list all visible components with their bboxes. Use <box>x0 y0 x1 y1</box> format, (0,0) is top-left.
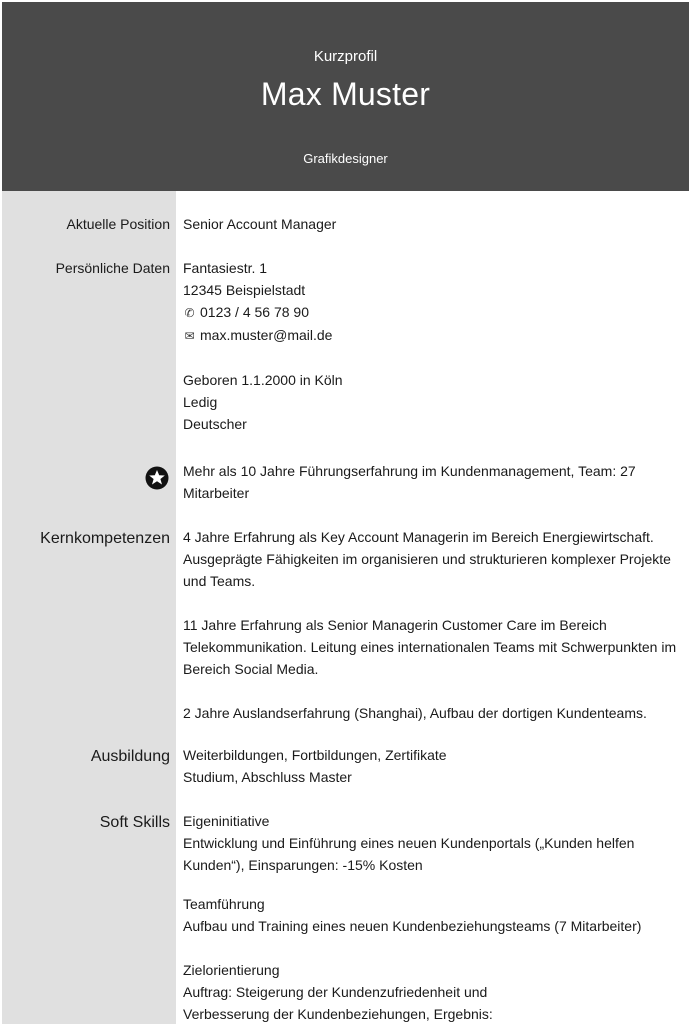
phone-text: 0123 / 4 56 78 90 <box>200 304 309 320</box>
nationality-text: Deutscher <box>183 416 247 432</box>
email-line <box>183 324 663 347</box>
education-line: Weiterbildungen, Fortbildungen, Zertifikate <box>183 747 447 763</box>
competencies-section <box>183 526 677 724</box>
position-label: Aktuelle Position <box>66 216 170 232</box>
competencies-label: Kernkompetenzen <box>40 530 170 547</box>
street-text: Fantasiestr. 1 <box>183 260 268 276</box>
highlight-line: Mehr als 10 Jahre Führungserfahrung im Kundenmanagement, Team: 27 <box>183 463 636 479</box>
marital-status-text: Ledig <box>183 394 218 410</box>
person-name: Max Muster <box>260 76 431 112</box>
soft-skill-line: Eigeninitiative <box>183 813 270 829</box>
personal-label: Persönliche Daten <box>55 260 170 276</box>
soft-skills-label: Soft Skills <box>99 814 170 831</box>
position-section <box>183 213 663 235</box>
phone-line <box>183 301 663 324</box>
soft-skill-line: Aufbau und Training eines neuen Kundenbeziehungsteams (7 Mitarbeiter) <box>183 918 642 934</box>
competency-line: 2 Jahre Auslandserfahrung (Shanghai), Aufbau der dortigen Kundenteams. <box>183 705 647 721</box>
label-sidebar <box>2 191 176 1024</box>
phone-icon: ✆ <box>184 306 195 320</box>
soft-skill-line: Entwicklung und Einführung eines neuen Kundenportals („Kunden helfen <box>183 835 635 851</box>
personal-section <box>183 257 663 435</box>
competency-line: Telekommunikation. Leitung eines internationalen Teams mit Schwerpunkten im <box>183 639 677 655</box>
highlight-section <box>183 460 663 504</box>
education-section <box>183 744 663 788</box>
competency-line: Bereich Social Media. <box>183 661 319 677</box>
education-label: Ausbildung <box>90 748 170 765</box>
person-role: Grafikdesigner <box>303 151 388 166</box>
soft-skill-line: Kunden“), Einsparungen: -15% Kosten <box>183 857 423 873</box>
competency-line: Ausgeprägte Fähigkeiten im organisieren und strukturieren komplexer Projekte <box>183 551 671 567</box>
email-text: max.muster@mail.de <box>200 327 333 343</box>
profile-header <box>2 2 689 191</box>
competency-line: 11 Jahre Erfahrung als Senior Managerin Customer Care im Bereich <box>183 617 607 633</box>
competency-line: 4 Jahre Erfahrung als Key Account Managerin im Bereich Energiewirtschaft. <box>183 529 654 545</box>
soft-skill-line: Auftrag: Steigerung der Kundenzufriedenheit und <box>183 984 488 1000</box>
soft-skill-line: Zielorientierung <box>183 962 280 978</box>
soft-skills-section <box>183 810 663 1025</box>
star-icon <box>145 466 169 490</box>
birth-text: Geboren 1.1.2000 in Köln <box>183 372 343 388</box>
header-kicker: Kurzprofil <box>313 48 378 65</box>
soft-skill-line: Teamführung <box>183 896 265 912</box>
competency-line: und Teams. <box>183 573 256 589</box>
highlight-line: Mitarbeiter <box>183 485 250 501</box>
education-line: Studium, Abschluss Master <box>183 769 352 785</box>
soft-skill-line: Verbesserung der Kundenbeziehungen, Ergebnis: <box>183 1006 493 1022</box>
position-value: Senior Account Manager <box>183 216 337 232</box>
city-text: 12345 Beispielstadt <box>183 282 306 298</box>
mail-icon: ✉ <box>184 329 195 343</box>
